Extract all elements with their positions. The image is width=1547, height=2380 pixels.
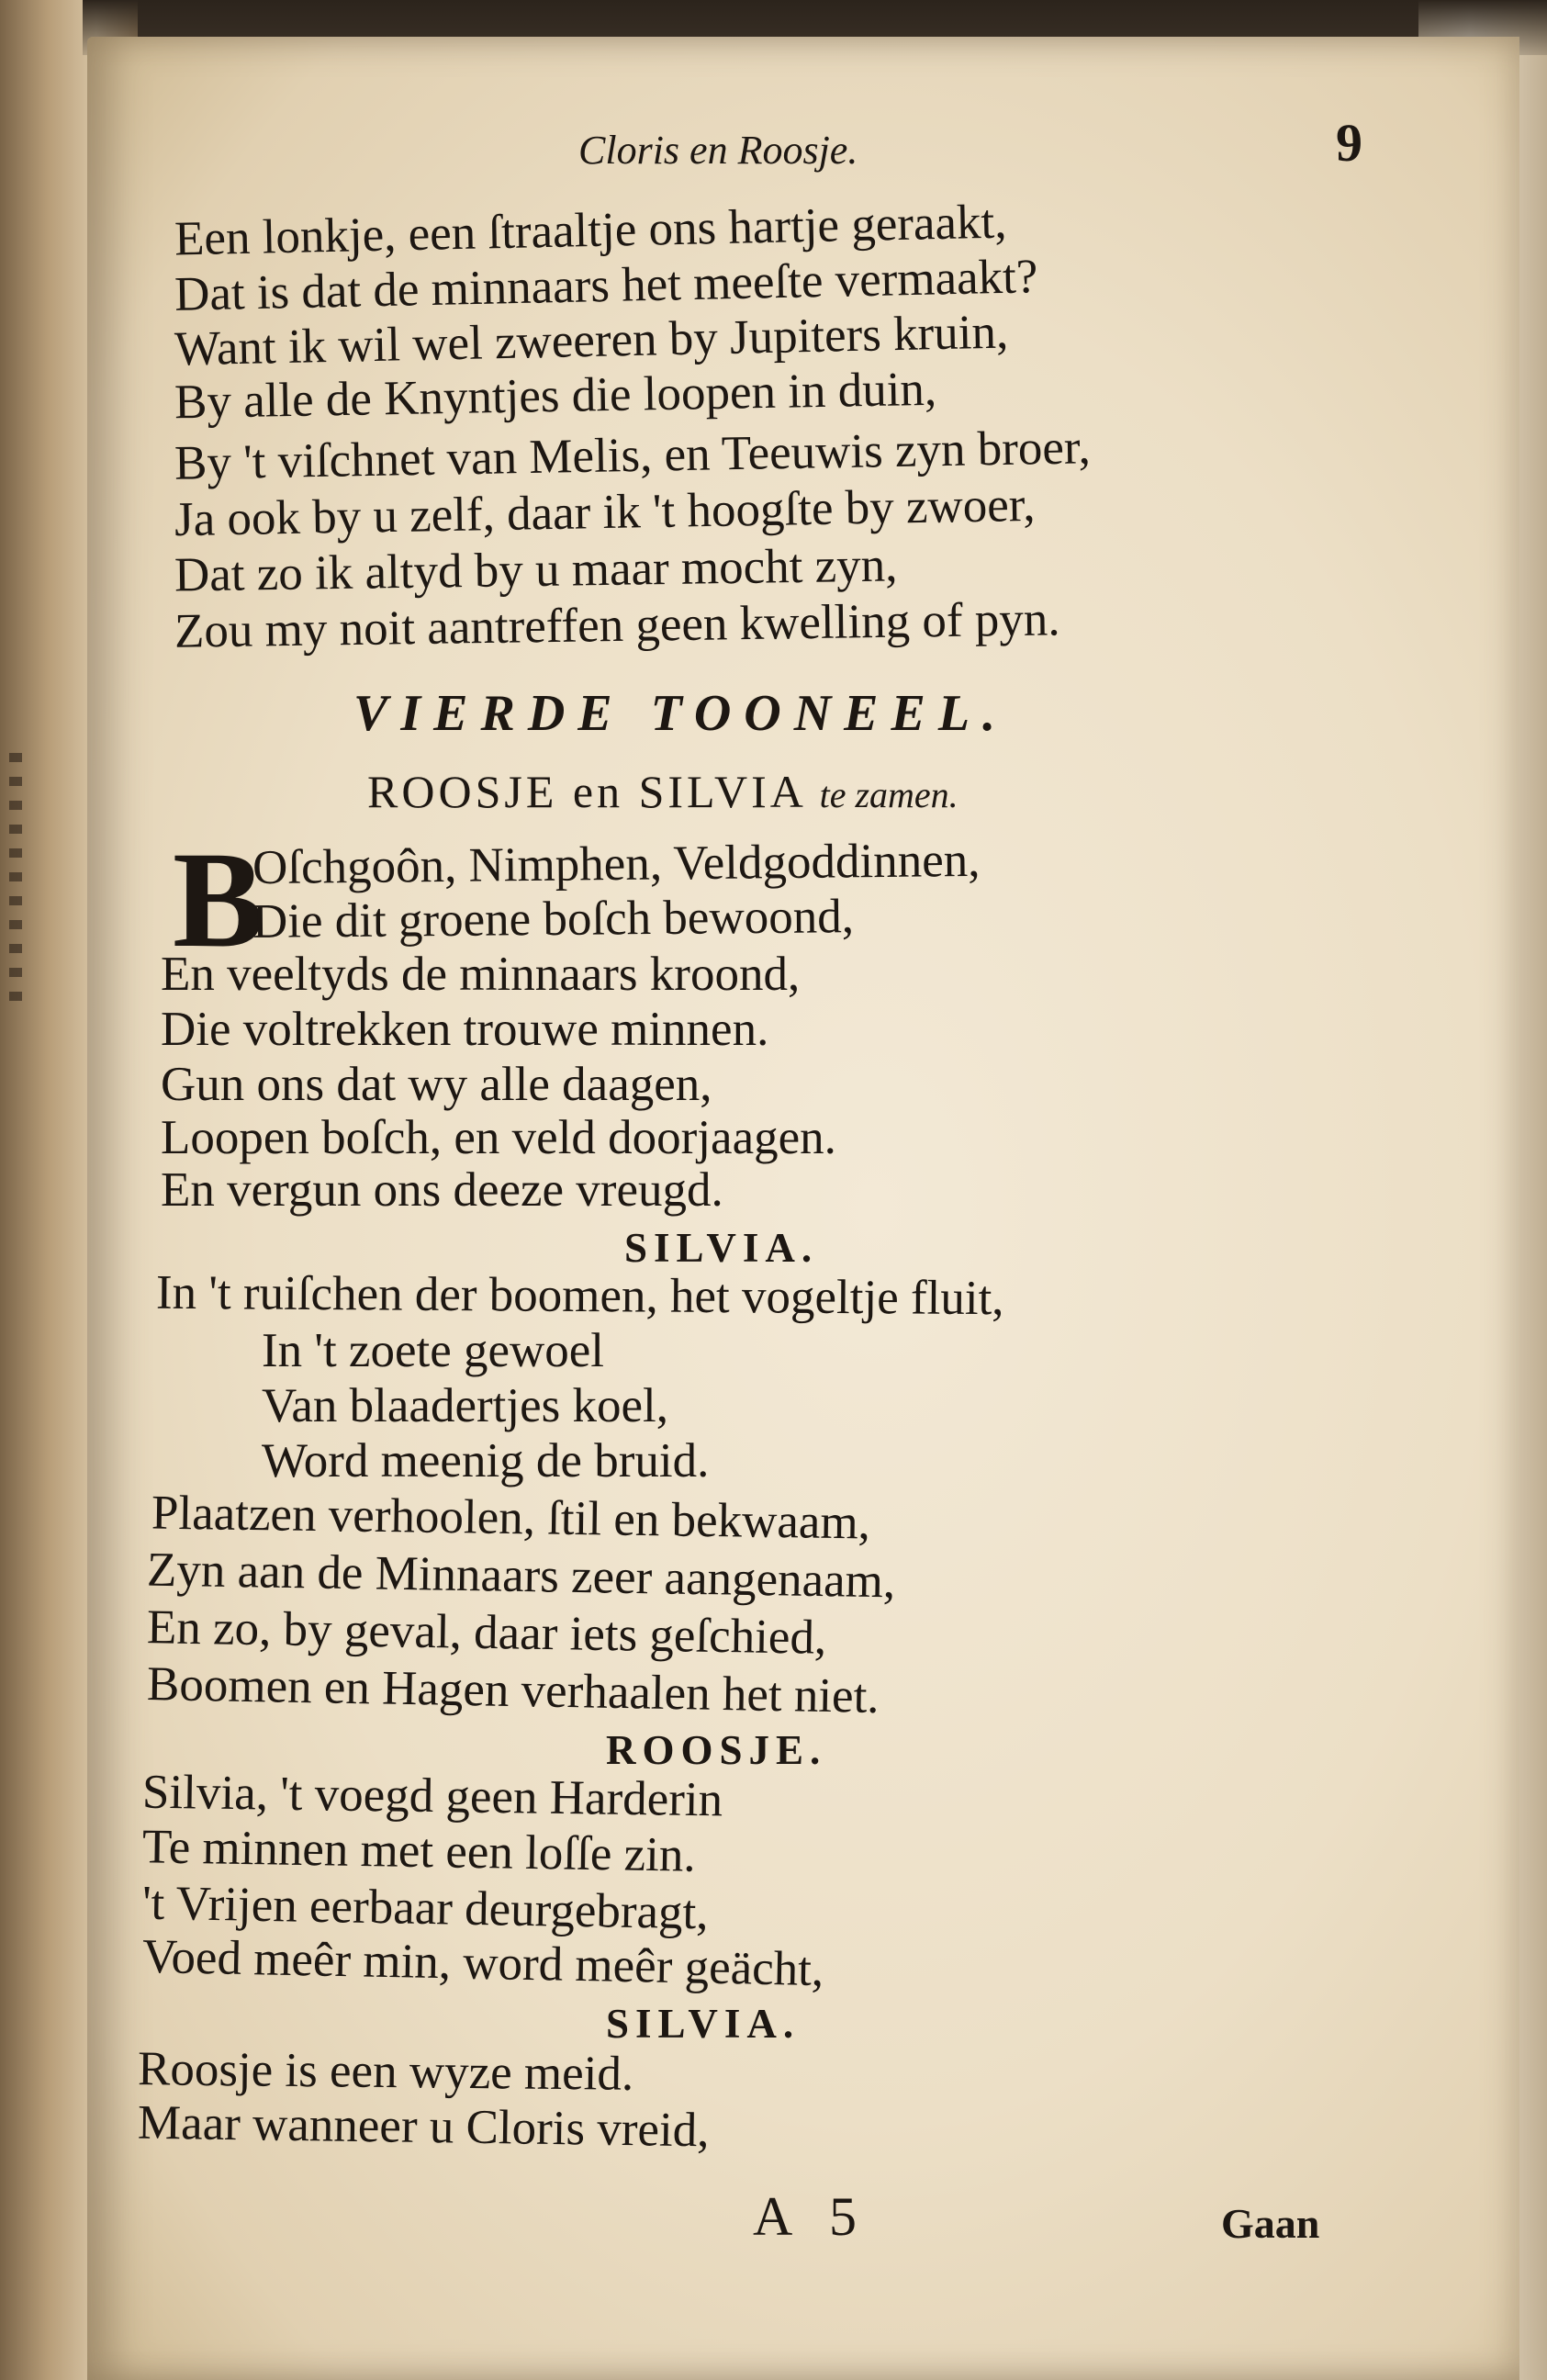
verse-line: En vergun ons deeze vreugd.: [161, 1163, 723, 1217]
verse-line: Plaatzen verhoolen, ſtil en bekwaam,: [151, 1486, 871, 1550]
verse-line: Loopen boſch, en veld doorjaagen.: [161, 1111, 836, 1164]
verse-line: By 't viſchnet van Melis, en Teeuwis zyn broer,: [174, 421, 1092, 490]
verse-line: Want ik wil wel zweeren by Jupiters kruin,: [174, 305, 1009, 376]
verse-line: Oſchgoôn, Nimphen, Veldgoddinnen,: [252, 833, 981, 895]
scene-title: VIERDE TOONEEL.: [353, 685, 1009, 742]
verse-line: By alle de Knyntjes die loopen in duin,: [174, 362, 937, 430]
verse-line: Zyn aan de Minnaars zeer aangenaam,: [146, 1543, 896, 1609]
catchword: Gaan: [1221, 2200, 1320, 2247]
verse-line: Voed meêr min, word meêr geächt,: [141, 1929, 824, 1997]
verse-line: Die dit groene boſch bewoond,: [252, 890, 855, 949]
speaker-name: SILVIA.: [606, 2001, 801, 2047]
verse-line: Boomen en Hagen verhaalen het niet.: [146, 1657, 880, 1723]
verse-line: Maar wanneer u Cloris vreid,: [137, 2095, 710, 2158]
verse-line: Roosje is een wyze meid.: [137, 2042, 634, 2101]
verse-line: Ja ook by u zelf, daar ik 't hoogſte by zwoer,: [174, 477, 1037, 547]
speaker-name: ROOSJE.: [606, 1727, 827, 1773]
verse-line: Te minnen met een loſſe zin.: [141, 1820, 697, 1882]
verse-line: Van blaadertjes koel,: [262, 1379, 668, 1432]
verse-line: Silvia, 't voegd geen Harderin: [141, 1765, 723, 1827]
verse-line: Zou my noit aantreffen geen kwelling of pyn.: [174, 592, 1060, 658]
verse-line: In 't ruiſchen der boomen, het vogeltje fluit,: [155, 1265, 1004, 1326]
verse-line: Dat is dat de minnaars het meeſte vermaakt?: [174, 250, 1038, 321]
verse-line: Die voltrekken trouwe minnen.: [161, 1003, 769, 1056]
scene-cast-suffix: te zamen.: [819, 774, 958, 815]
signature-mark: A 5: [753, 2186, 870, 2247]
verse-line: 't Vrijen eerbaar deurgebragt,: [141, 1876, 710, 1940]
verse-line: Een lonkje, een ſtraaltje ons hartje geraakt,: [174, 195, 1007, 266]
verse-line: Dat zo ik altyd by u maar mocht zyn,: [174, 538, 898, 602]
speaker-name: SILVIA.: [624, 1225, 819, 1271]
verse-line: Gun ons dat wy alle daagen,: [161, 1058, 712, 1111]
verse-line: In 't zoete gewoel: [262, 1324, 605, 1377]
scene-cast-names: ROOSJE en SILVIA: [367, 766, 805, 817]
running-title: Cloris en Roosje.: [578, 128, 858, 173]
page-number: 9: [1336, 113, 1362, 173]
binding-stitches: [9, 753, 22, 1010]
scene-cast: [367, 765, 958, 818]
verse-line: En zo, by geval, daar iets geſchied,: [146, 1600, 827, 1665]
drop-cap: B: [173, 824, 265, 976]
verse-line: Word meenig de bruid.: [262, 1434, 710, 1488]
verse-line: En veeltyds de minnaars kroond,: [161, 948, 801, 1001]
